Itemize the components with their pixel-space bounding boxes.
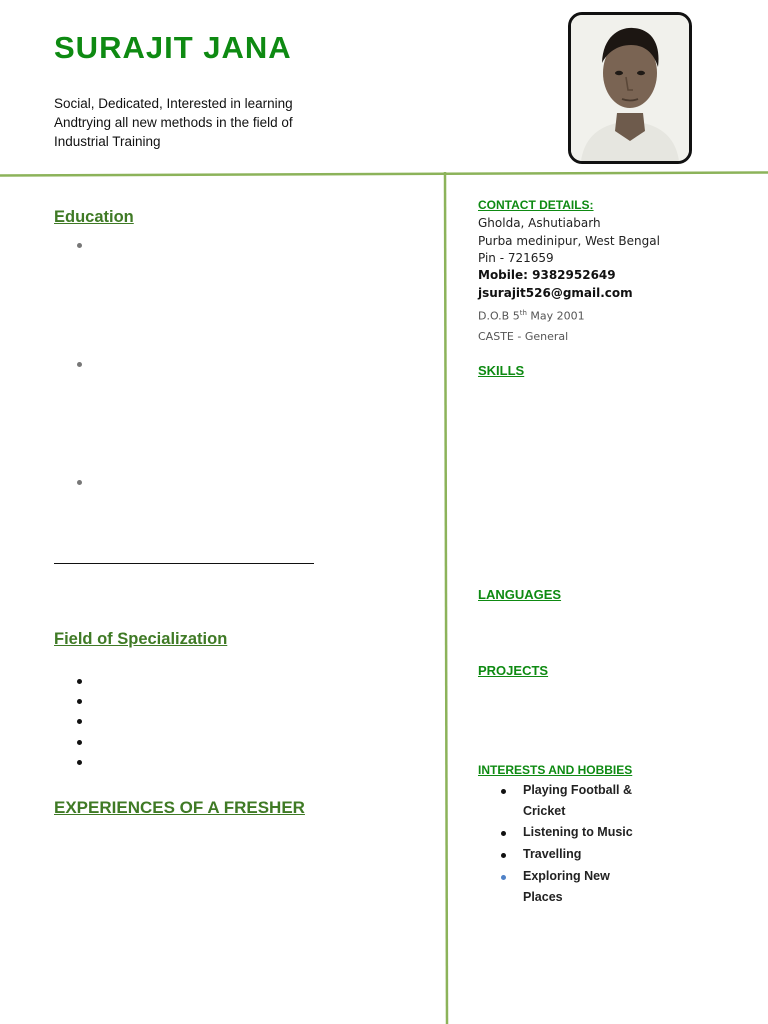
specialization-bullet-2	[77, 699, 82, 704]
hobby-1-line-1: Playing Football &	[523, 783, 633, 797]
header-divider	[0, 170, 768, 178]
hobby-item-3: Travelling	[523, 847, 582, 861]
objective-text	[54, 94, 344, 151]
candidate-name: SURAJIT JANA	[54, 30, 292, 65]
education-bullet-3	[77, 480, 82, 485]
section-rule	[54, 563, 314, 564]
dob-suffix-sup: th	[519, 309, 527, 317]
skills-heading: SKILLS	[478, 363, 525, 378]
hobby-bullet-3	[501, 853, 506, 858]
hobby-bullet-4	[501, 875, 506, 880]
specialization-bullet-1	[77, 679, 82, 684]
hobby-item-1	[523, 780, 632, 822]
address-line-1: Gholda, Ashutiabarh	[478, 216, 601, 230]
tagline-line-1: Social, Dedicated, Interested in learning	[54, 96, 293, 111]
profile-photo	[568, 12, 692, 164]
languages-heading: LANGUAGES	[478, 587, 562, 602]
column-divider	[442, 172, 450, 1024]
hobby-bullet-1	[501, 789, 506, 794]
dob-rest: May 2001	[526, 309, 585, 323]
specialization-bullet-5	[77, 760, 82, 765]
mobile-number: Mobile: 9382952649	[478, 268, 616, 282]
projects-heading: PROJECTS	[478, 663, 549, 678]
email-address: jsurajit526@gmail.com	[478, 286, 633, 300]
hobby-4-line-2: Places	[523, 890, 563, 904]
address-line-2: Purba medinipur, West Bengal	[478, 234, 660, 248]
contact-heading: CONTACT DETAILS:	[478, 198, 594, 212]
education-bullet-1	[77, 243, 82, 248]
tagline-line-2: Andtrying all new methods in the field of	[54, 115, 293, 130]
dob-prefix: D.O.B 5	[478, 309, 520, 323]
hobby-4-line-1: Exploring New	[523, 869, 610, 883]
hobby-item-2: Listening to Music	[523, 825, 633, 839]
education-bullet-2	[77, 362, 82, 367]
specialization-bullet-4	[77, 740, 82, 745]
date-of-birth	[478, 309, 585, 323]
specialization-heading: Field of Specialization	[54, 630, 228, 648]
experience-heading: EXPERIENCES OF A FRESHER	[54, 798, 305, 817]
specialization-bullet-3	[77, 719, 82, 724]
caste: CASTE - General	[478, 330, 569, 343]
hobby-item-4	[523, 866, 610, 908]
tagline-line-3: Industrial Training	[54, 134, 161, 149]
hobby-1-line-2: Cricket	[523, 804, 566, 818]
interests-heading: INTERESTS AND HOBBIES	[478, 763, 633, 777]
pin-code: Pin - 721659	[478, 251, 554, 265]
hobby-bullet-2	[501, 831, 506, 836]
education-heading: Education	[54, 208, 134, 226]
